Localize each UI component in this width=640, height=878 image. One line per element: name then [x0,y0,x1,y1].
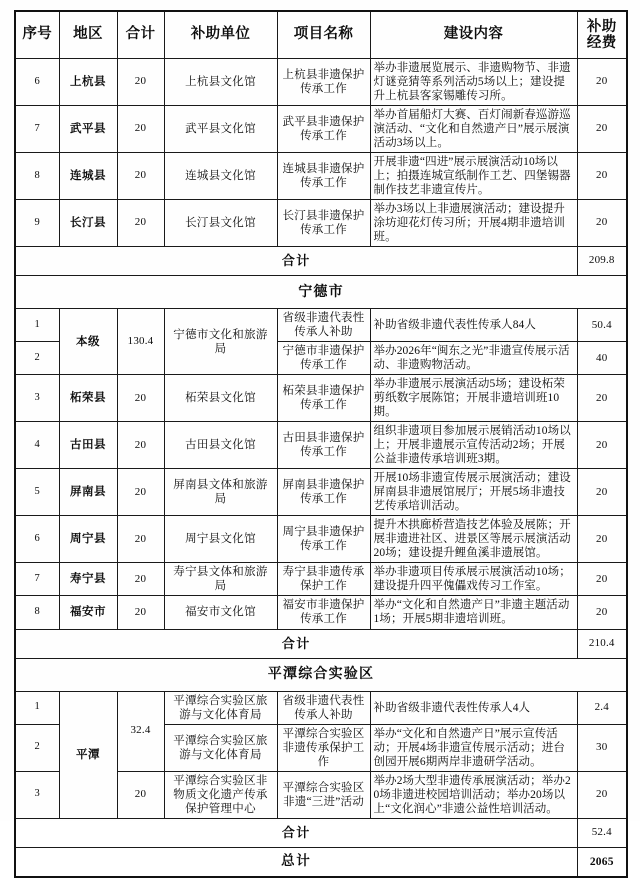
subtotal-value: 209.8 [577,247,627,276]
cell-subsidy-amount: 20 [577,771,627,818]
cell-total-amount: 20 [117,375,164,422]
cell-subsidy-amount: 20 [577,469,627,516]
cell-sequence-number: 2 [15,724,59,771]
cell-project-name: 宁德市非遗保护传承工作 [277,342,370,375]
column-header-total: 合计 [117,11,164,59]
cell-subsidized-unit: 周宁县文化馆 [164,516,277,563]
cell-subsidized-unit: 平潭综合实验区非物质文化遗产传承保护管理中心 [164,771,277,818]
column-header-proj: 项目名称 [277,11,370,59]
cell-subsidized-unit: 福安市文化馆 [164,596,277,629]
column-header-area: 地区 [59,11,117,59]
cell-subsidy-amount: 20 [577,59,627,106]
cell-sequence-number: 5 [15,469,59,516]
cell-construction-content: 举办2026年“闽东之光”非遗宣传展示活动、非遗购物活动。 [370,342,577,375]
subtotal-row [15,818,627,847]
cell-project-name: 周宁县非遗保护传承工作 [277,516,370,563]
table-row [15,516,627,563]
cell-project-name: 寿宁县非遗传承保护工作 [277,563,370,596]
cell-construction-content: 举办非遗展示展演活动5场；建设柘荣剪纸数字展陈馆；开展非遗培训班10期。 [370,375,577,422]
cell-construction-content: 举办首届船灯大赛、百灯闹新春巡游巡演活动、“文化和自然遗产日”展示展演活动3场以上。 [370,106,577,153]
subtotal-value: 52.4 [577,818,627,847]
region-name: 宁德市 [15,276,627,309]
subtotal-value: 210.4 [577,629,627,658]
cell-total-amount: 20 [117,516,164,563]
cell-construction-content: 举办非遗展览展示、非遗购物节、非遗灯谜竞猜等系列活动5场以上；建设提升上杭县客家锡雕传习所。 [370,59,577,106]
cell-subsidy-amount: 2.4 [577,691,627,724]
cell-total-amount: 130.4 [117,309,164,375]
cell-subsidized-unit: 平潭综合实验区旅游与文化体育局 [164,691,277,724]
cell-sequence-number: 3 [15,771,59,818]
cell-region: 寿宁县 [59,563,117,596]
cell-region: 福安市 [59,596,117,629]
column-header-seq: 序号 [15,11,59,59]
subtotal-row [15,629,627,658]
cell-region: 本级 [59,309,117,375]
cell-project-name: 上杭县非遗保护传承工作 [277,59,370,106]
cell-construction-content: 开展非遗“四进”展示展演活动10场以上；拍摄连城宣纸制作工艺、四堡锡器制作技艺非遗宣传片。 [370,153,577,200]
cell-region: 连城县 [59,153,117,200]
cell-subsidized-unit: 上杭县文化馆 [164,59,277,106]
cell-sequence-number: 8 [15,596,59,629]
cell-project-name: 古田县非遗保护传承工作 [277,422,370,469]
cell-subsidized-unit: 寿宁县文体和旅游局 [164,563,277,596]
cell-construction-content: 举办“文化和自然遗产日”非遗主题活动1场；开展5期非遗培训班。 [370,596,577,629]
cell-subsidized-unit: 古田县文化馆 [164,422,277,469]
cell-project-name: 连城县非遗保护传承工作 [277,153,370,200]
cell-subsidy-amount: 20 [577,563,627,596]
cell-total-amount: 32.4 [117,691,164,771]
cell-project-name: 福安市非遗保护传承工作 [277,596,370,629]
column-header-unit: 补助单位 [164,11,277,59]
subtotal-label: 合计 [15,629,577,658]
cell-subsidy-amount: 20 [577,422,627,469]
cell-region: 屏南县 [59,469,117,516]
cell-subsidized-unit: 武平县文化馆 [164,106,277,153]
column-header-desc: 建设内容 [370,11,577,59]
cell-project-name: 柘荣县非遗保护传承工作 [277,375,370,422]
cell-sequence-number: 3 [15,375,59,422]
subtotal-label: 合计 [15,247,577,276]
cell-project-name: 平潭综合实验区非遗“三进”活动 [277,771,370,818]
cell-construction-content: 举办非遗项目传承展示展演活动10场；建设提升四平傀儡戏传习工作室。 [370,563,577,596]
cell-sequence-number: 6 [15,516,59,563]
cell-project-name: 省级非遗代表性传承人补助 [277,309,370,342]
table-row [15,596,627,629]
cell-subsidy-amount: 20 [577,200,627,247]
cell-total-amount: 20 [117,596,164,629]
cell-total-amount: 20 [117,59,164,106]
cell-sequence-number: 1 [15,309,59,342]
table-body [15,59,627,877]
cell-construction-content: 举办2场大型非遗传承展演活动；举办20场非遗进校园培训活动；举办20场以上“文化润心”非遗公益性培训活动。 [370,771,577,818]
cell-construction-content: 补助省级非遗代表性传承人4人 [370,691,577,724]
cell-project-name: 屏南县非遗保护传承工作 [277,469,370,516]
cell-sequence-number: 8 [15,153,59,200]
cell-subsidized-unit: 屏南县文体和旅游局 [164,469,277,516]
region-banner-row [15,658,627,691]
table-header [15,11,627,59]
cell-sequence-number: 9 [15,200,59,247]
cell-region: 周宁县 [59,516,117,563]
cell-project-name: 武平县非遗保护传承工作 [277,106,370,153]
cell-project-name: 长汀县非遗保护传承工作 [277,200,370,247]
table-row [15,200,627,247]
cell-region: 上杭县 [59,59,117,106]
cell-construction-content: 举办3场以上非遗展演活动；建设提升涂坊迎花灯传习所；开展4期非遗培训班。 [370,200,577,247]
table-row [15,469,627,516]
cell-subsidy-amount: 20 [577,596,627,629]
cell-project-name: 省级非遗代表性传承人补助 [277,691,370,724]
cell-sequence-number: 2 [15,342,59,375]
region-name: 平潭综合实验区 [15,658,627,691]
cell-sequence-number: 7 [15,106,59,153]
cell-construction-content: 开展10场非遗宣传展示展演活动；建设屏南县非遗展馆展厅；开展5场非遗技艺传承培训活动。 [370,469,577,516]
cell-construction-content: 提升木拱廊桥营造技艺体验及展陈；开展非遗进社区、进景区等展示展演活动20场；建设提升鲤鱼溪非遗展馆。 [370,516,577,563]
table-row [15,563,627,596]
table-row [15,422,627,469]
cell-subsidized-unit: 柘荣县文化馆 [164,375,277,422]
cell-subsidized-unit: 长汀县文化馆 [164,200,277,247]
cell-total-amount: 20 [117,200,164,247]
region-banner-row [15,276,627,309]
table-row [15,309,627,342]
cell-subsidy-amount: 20 [577,153,627,200]
cell-subsidized-unit: 宁德市文化和旅游局 [164,309,277,375]
grand-total-row [15,847,627,877]
cell-construction-content: 补助省级非遗代表性传承人84人 [370,309,577,342]
funding-allocation-table [14,10,628,878]
cell-subsidy-amount: 20 [577,106,627,153]
cell-total-amount: 20 [117,469,164,516]
cell-subsidy-amount: 20 [577,375,627,422]
column-header-fund: 补助 经费 [577,11,627,59]
cell-sequence-number: 7 [15,563,59,596]
table-row [15,59,627,106]
cell-region: 武平县 [59,106,117,153]
cell-subsidized-unit: 平潭综合实验区旅游与文化体育局 [164,724,277,771]
cell-sequence-number: 1 [15,691,59,724]
cell-region: 柘荣县 [59,375,117,422]
cell-total-amount: 20 [117,422,164,469]
grand-total-label: 总计 [15,847,577,877]
cell-total-amount: 20 [117,153,164,200]
cell-subsidized-unit: 连城县文化馆 [164,153,277,200]
cell-sequence-number: 6 [15,59,59,106]
cell-region: 平潭 [59,691,117,818]
cell-project-name: 平潭综合实验区非遗传承保护工作 [277,724,370,771]
subtotal-row [15,247,627,276]
cell-sequence-number: 4 [15,422,59,469]
table-row [15,153,627,200]
cell-total-amount: 20 [117,106,164,153]
cell-subsidy-amount: 30 [577,724,627,771]
table-row [15,375,627,422]
cell-subsidy-amount: 20 [577,516,627,563]
cell-subsidy-amount: 40 [577,342,627,375]
cell-total-amount: 20 [117,771,164,818]
grand-total-value: 2065 [577,847,627,877]
cell-subsidy-amount: 50.4 [577,309,627,342]
cell-region: 长汀县 [59,200,117,247]
subtotal-label: 合计 [15,818,577,847]
cell-construction-content: 举办“文化和自然遗产日”展示宣传活动；开展4场非遗宣传展示活动；进台创园开展6期两岸非遗研学活动。 [370,724,577,771]
table-header-row [15,11,627,59]
cell-total-amount: 20 [117,563,164,596]
cell-construction-content: 组织非遗项目参加展示展销活动10场以上；开展非遗展示宣传活动2场；开展公益非遗传承培训班3期。 [370,422,577,469]
table-row [15,106,627,153]
table-row [15,691,627,724]
cell-region: 古田县 [59,422,117,469]
